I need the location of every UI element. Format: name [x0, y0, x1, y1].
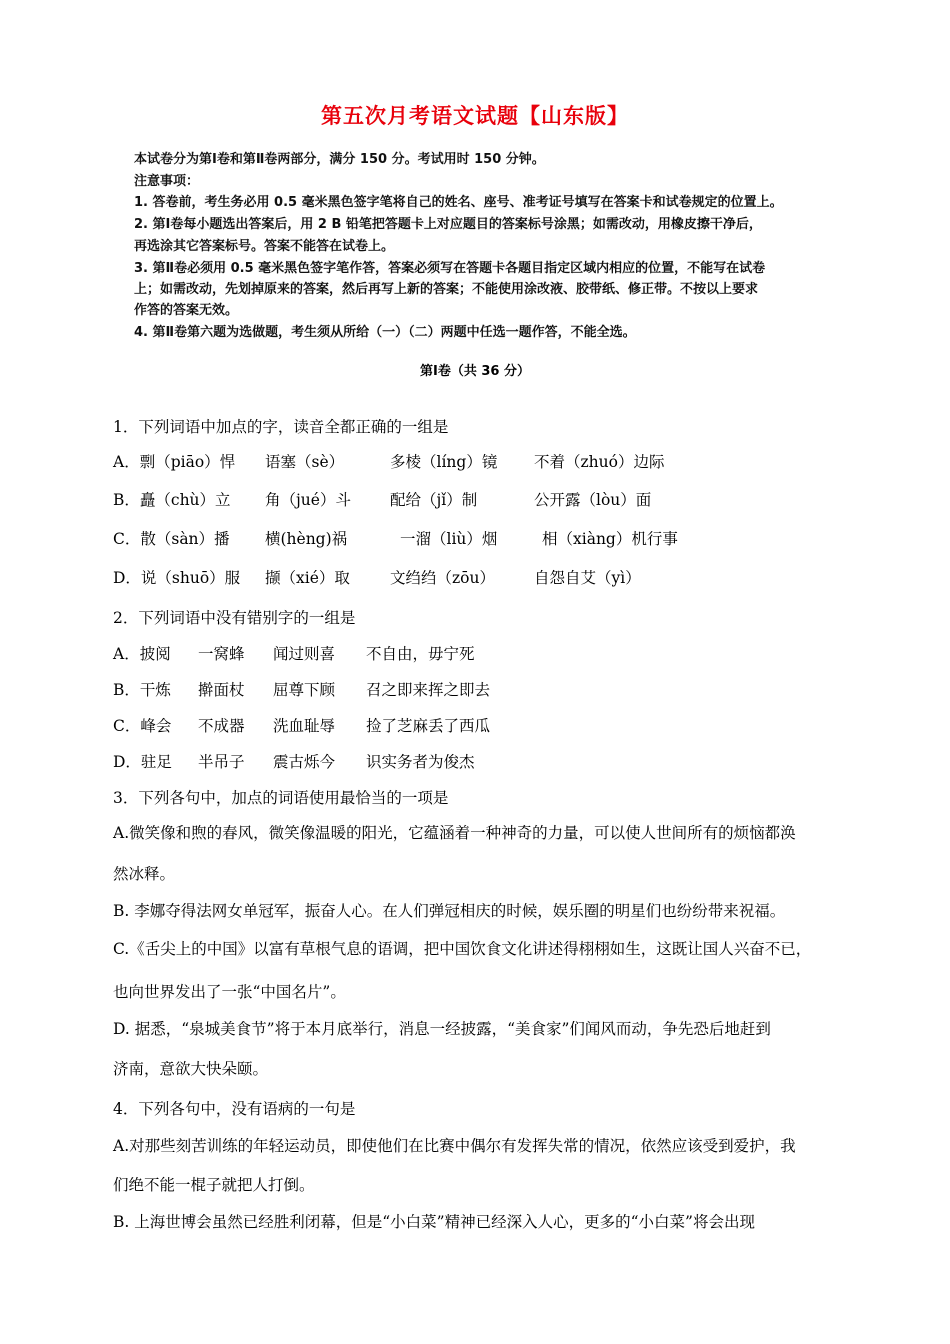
instruction-item-3-end: 作答的答案无效。 [134, 303, 239, 318]
question-3-stem: 3．下列各句中，加点的词语使用最恰当的一项是 [113, 789, 449, 807]
exam-title: 第五次月考语文试题【山东版】 [321, 104, 629, 128]
q3-option-d-cont: 济南，意欲大快朵颐。 [113, 1060, 269, 1078]
option-word: 一溜（liù）烟 [400, 530, 498, 548]
instruction-item-1: 1. 答卷前，考生务必用 0.5 毫米黑色签字笔将自己的姓名、座号、准考证号填写在答案卡和试卷规定的位置上。 [134, 195, 783, 210]
option-word: 相（xiàng）机行事 [542, 530, 678, 548]
option-word: 一窝蜂 [198, 645, 245, 663]
q3-option-d: D. 据悉，“泉城美食节”将于本月底举行，消息一经披露，“美食家”们闻风而动，争先恐后地赶到 [113, 1020, 771, 1038]
instructions-notice: 注意事项： [134, 174, 200, 189]
option-word: A．披阅 [113, 645, 171, 663]
q4-option-a: A.对那些刻苦训练的年轻运动员，即使他们在比赛中偶尔有发挥失常的情况，依然应该受到爱护，我 [113, 1137, 796, 1155]
option-word: D．说（shuō）服 [113, 569, 241, 587]
instruction-item-4: 4. 第Ⅱ卷第六题为选做题，考生须从所给（一）（二）两题中任选一题作答，不能全选。 [134, 325, 636, 340]
question-2-stem: 2．下列词语中没有错别字的一组是 [113, 609, 356, 627]
option-word: 角（jué）斗 [265, 491, 351, 509]
option-word: 横(hèng)祸 [265, 530, 348, 548]
instruction-item-2: 2. 第Ⅰ卷每小题选出答案后，用 2 B 铅笔把答题卡上对应题目的答案标号涂黑；如需改动，用橡皮擦干净后， [134, 217, 762, 232]
instruction-item-3-cont: 上；如需改动，先划掉原来的答案，然后再写上新的答案；不能使用涂改液、胶带纸、修正带。不按以上要求 [134, 282, 759, 297]
option-word: C．散（sàn）播 [113, 530, 230, 548]
option-word: 洗血耻辱 [273, 717, 336, 735]
option-word: 文绉绉（zōu） [390, 569, 495, 587]
option-word: 震古烁今 [273, 753, 336, 771]
q3-option-a-cont: 然冰释。 [113, 865, 176, 883]
q3-option-b: B. 李娜夺得法网女单冠军，振奋人心。在人们弹冠相庆的时候，娱乐圈的明星们也纷纷带来祝福。 [113, 902, 786, 920]
option-word: 半吊子 [198, 753, 245, 771]
q4-option-a-cont: 们绝不能一棍子就把人打倒。 [113, 1176, 315, 1194]
option-word: 语塞（sè） [265, 453, 345, 471]
option-word: 撷（xié）取 [265, 569, 350, 587]
q3-option-c-cont: 也向世界发出了一张“中国名片”。 [113, 983, 346, 1001]
option-word: 不成器 [198, 717, 245, 735]
option-word: B．矗（chù）立 [113, 491, 231, 509]
option-word: A．剽（piāo）悍 [113, 453, 236, 471]
section-title: 第Ⅰ卷（共 36 分） [420, 364, 530, 379]
q3-option-a: A.微笑像和煦的春风，微笑像温暖的阳光，它蕴涵着一种神奇的力量，可以使人世间所有的烦恼都涣 [113, 824, 796, 842]
option-word: 识实务者为俊杰 [366, 753, 475, 771]
option-word: 闻过则喜 [273, 645, 336, 663]
question-4-stem: 4．下列各句中，没有语病的一句是 [113, 1100, 356, 1118]
option-word: C．峰会 [113, 717, 172, 735]
option-word: 擀面杖 [198, 681, 245, 699]
option-word: 多棱（líng）镜 [390, 453, 498, 471]
instruction-item-3: 3. 第Ⅱ卷必须用 0.5 毫米黑色签字笔作答，答案必须写在答题卡各题目指定区域内相应的位置，不能写在试卷 [134, 261, 766, 276]
option-word: 不自由，毋宁死 [366, 645, 475, 663]
option-word: 公开露（lòu）面 [534, 491, 652, 509]
option-word: 捡了芝麻丢了西瓜 [366, 717, 491, 735]
option-word: B．干炼 [113, 681, 171, 699]
q4-option-b: B. 上海世博会虽然已经胜利闭幕，但是“小白菜”精神已经深入人心，更多的“小白菜”将会出现 [113, 1213, 755, 1231]
option-word: 自怨自艾（yì） [534, 569, 641, 587]
option-word: 配给（jǐ）制 [390, 491, 478, 509]
option-word: 屈尊下顾 [273, 681, 336, 699]
option-word: 召之即来挥之即去 [366, 681, 491, 699]
option-word: 不着（zhuó）边际 [534, 453, 665, 471]
instructions-intro: 本试卷分为第Ⅰ卷和第Ⅱ卷两部分，满分 150 分。考试用时 150 分钟。 [134, 152, 545, 167]
question-1-stem: 1．下列词语中加点的字，读音全都正确的一组是 [113, 418, 449, 436]
instruction-item-2-cont: 再选涂其它答案标号。答案不能答在试卷上。 [134, 239, 395, 254]
q3-option-c: C.《舌尖上的中国》以富有草根气息的语调，把中国饮食文化讲述得栩栩如生，这既让国人兴奋不已， [113, 940, 812, 958]
option-word: D．驻足 [113, 753, 172, 771]
